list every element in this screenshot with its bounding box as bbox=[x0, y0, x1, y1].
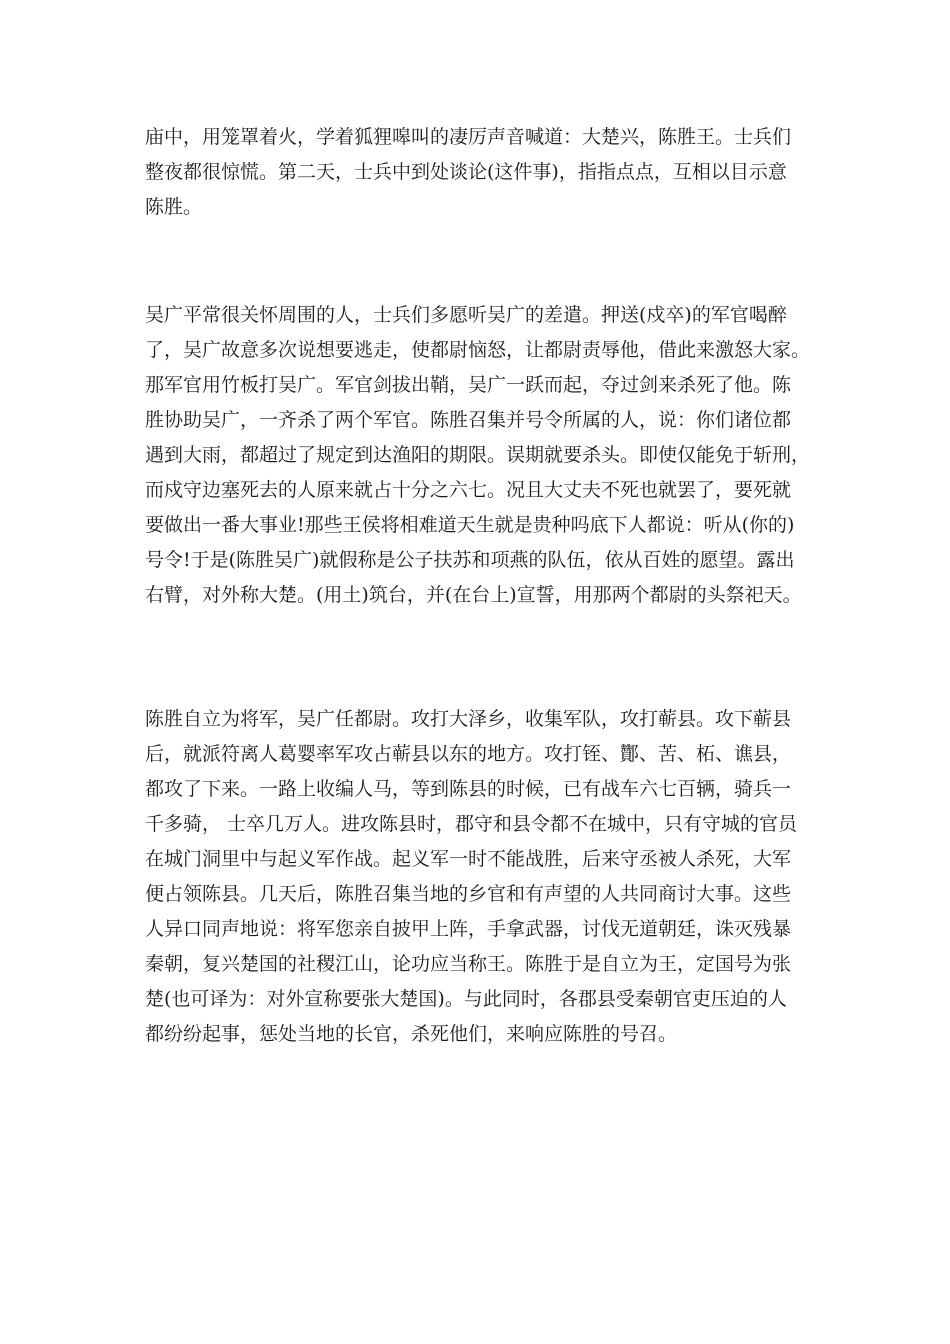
text-line: 便占领陈县。几天后，陈胜召集当地的乡官和有声望的人共同商讨大事。这些 bbox=[145, 883, 792, 905]
text-line: 都纷纷起事，惩处当地的长官，杀死他们，来响应陈胜的号召。 bbox=[145, 1023, 678, 1045]
text-line: 整夜都很惊慌。第二天，士兵中到处谈论(这件事)，指指点点，互相以目示意 bbox=[145, 161, 787, 183]
text-line: 吴广平常很关怀周围的人，士兵们多愿听吴广的差遣。押送(戍卒)的军官喝醉 bbox=[145, 304, 787, 326]
text-line: 了，吴广故意多次说想要逃走，使都尉恼怒，让都尉责辱他，借此来激怒大家。 bbox=[145, 339, 810, 361]
text-line: 千多骑， 士卒几万人。进攻陈县时，郡守和县令都不在城中，只有守城的官员 bbox=[145, 813, 798, 835]
text-line: 要做出一番大事业!那些王侯将相难道天生就是贵种吗底下人都说：听从(你的) bbox=[145, 514, 795, 536]
text-line: 都攻了下来。一路上收编人马，等到陈县的时候，已有战车六七百辆，骑兵一 bbox=[145, 778, 792, 800]
text-line: 陈胜自立为将军，吴广任都尉。攻打大泽乡，收集军队，攻打蕲县。攻下蕲县 bbox=[145, 708, 792, 730]
text-line: 那军官用竹板打吴广。军官剑拔出鞘，吴广一跃而起，夺过剑来杀死了他。陈 bbox=[145, 374, 792, 396]
paragraph-2 bbox=[145, 298, 810, 613]
text-line: 遇到大雨，都超过了规定到达渔阳的期限。误期就要杀头。即使仅能免于斩刑， bbox=[145, 444, 810, 466]
text-line: 右臂，对外称大楚。(用土)筑台，并(在台上)宣誓，用那两个都尉的头祭祀天。 bbox=[145, 584, 802, 606]
text-line: 胜协助吴广，一齐杀了两个军官。陈胜召集并号令所属的人，说：你们诸位都 bbox=[145, 409, 792, 431]
text-line: 后，就派符离人葛婴率军攻占蕲县以东的地方。攻打铚、酇、苦、柘、谯县， bbox=[145, 743, 792, 765]
text-line: 秦朝，复兴楚国的社稷江山，论功应当称王。陈胜于是自立为王，定国号为张 bbox=[145, 953, 792, 975]
paragraph-1 bbox=[145, 120, 810, 225]
text-line: 在城门洞里中与起义军作战。起义军一时不能战胜，后来守丞被人杀死，大军 bbox=[145, 848, 792, 870]
text-line: 陈胜。 bbox=[145, 196, 203, 218]
text-line: 庙中，用笼罩着火，学着狐狸嗥叫的凄厉声音喊道：大楚兴，陈胜王。士兵们 bbox=[145, 126, 792, 148]
text-line: 而戍守边塞死去的人原来就占十分之六七。况且大丈夫不死也就罢了，要死就 bbox=[145, 479, 792, 501]
text-line: 楚(也可译为：对外宣称要张大楚国)。与此同时，各郡县受秦朝官吏压迫的人 bbox=[145, 988, 787, 1010]
paragraph-3 bbox=[145, 702, 810, 1052]
text-line: 号令!于是(陈胜吴广)就假称是公子扶苏和项燕的队伍，依从百姓的愿望。露出 bbox=[145, 549, 795, 571]
text-line: 人异口同声地说：将军您亲自披甲上阵，手拿武器，讨伐无道朝廷，诛灭残暴 bbox=[145, 918, 792, 940]
